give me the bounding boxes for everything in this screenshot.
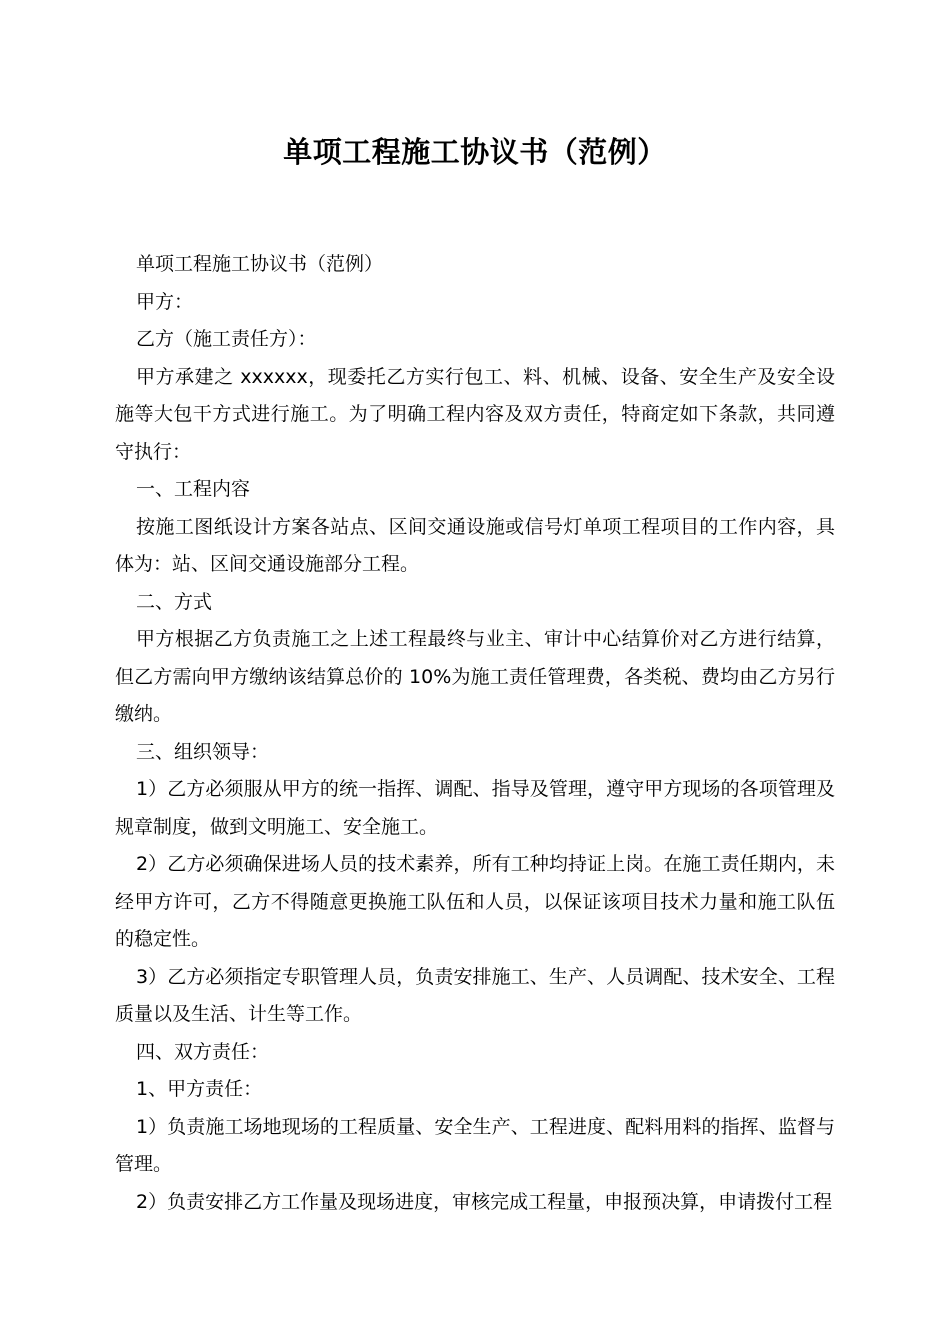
section-heading-organization: 三、组织领导： (136, 740, 270, 763)
document-title: 单项工程施工协议书（范例） (283, 135, 667, 169)
paragraph-organization-3: 3）乙方必须指定专职管理人员，负责安排施工、生产、人员调配、技术安全、工程质量以及生活、计生等工作。 (115, 965, 835, 1025)
section-heading-scope: 一、工程内容 (136, 478, 251, 500)
paragraph-party-a: 甲方： (136, 290, 194, 313)
paragraph-party-a-duty-2: 2）负责安排乙方工作量及现场进度，审核完成工程量，申报预决算，申请拨付工程 (136, 1190, 833, 1213)
document-body (115, 246, 835, 1221)
paragraph-scope: 按施工图纸设计方案各站点、区间交通设施或信号灯单项工程项目的工作内容，具体为：站、区间交通设施部分工程。 (115, 515, 835, 575)
section-heading-responsibilities: 四、双方责任： (136, 1040, 270, 1063)
paragraph-organization-1: 1）乙方必须服从甲方的统一指挥、调配、指导及管理，遵守甲方现场的各项管理及规章制度，做到文明施工、安全施工。 (115, 778, 835, 838)
paragraph-party-a-duty-1: 1）负责施工场地现场的工程质量、安全生产、工程进度、配料用料的指挥、监督与管理。 (115, 1115, 835, 1175)
paragraph-intro: 甲方承建之 xxxxxx，现委托乙方实行包工、料、机械、设备、安全生产及安全设施等大包干方式进行施工。为了明确工程内容及双方责任，特商定如下条款，共同遵守执行： (115, 365, 835, 463)
subheading-party-a-responsibility: 1、甲方责任： (136, 1078, 263, 1100)
section-heading-method: 二、方式 (136, 590, 213, 613)
paragraph-method: 甲方根据乙方负责施工之上述工程最终与业主、审计中心结算价对乙方进行结算，但乙方需向甲方缴纳该结算总价的 10%为施工责任管理费，各类税、费均由乙方另行缴纳。 (115, 628, 835, 725)
paragraph-heading-repeat: 单项工程施工协议书（范例） (136, 253, 384, 275)
paragraph-party-b: 乙方（施工责任方）： (136, 328, 317, 350)
paragraph-organization-2: 2）乙方必须确保进场人员的技术素养，所有工种均持证上岗。在施工责任期内，未经甲方许可，乙方不得随意更换施工队伍和人员，以保证该项目技术力量和施工队伍的稳定性。 (115, 853, 835, 950)
